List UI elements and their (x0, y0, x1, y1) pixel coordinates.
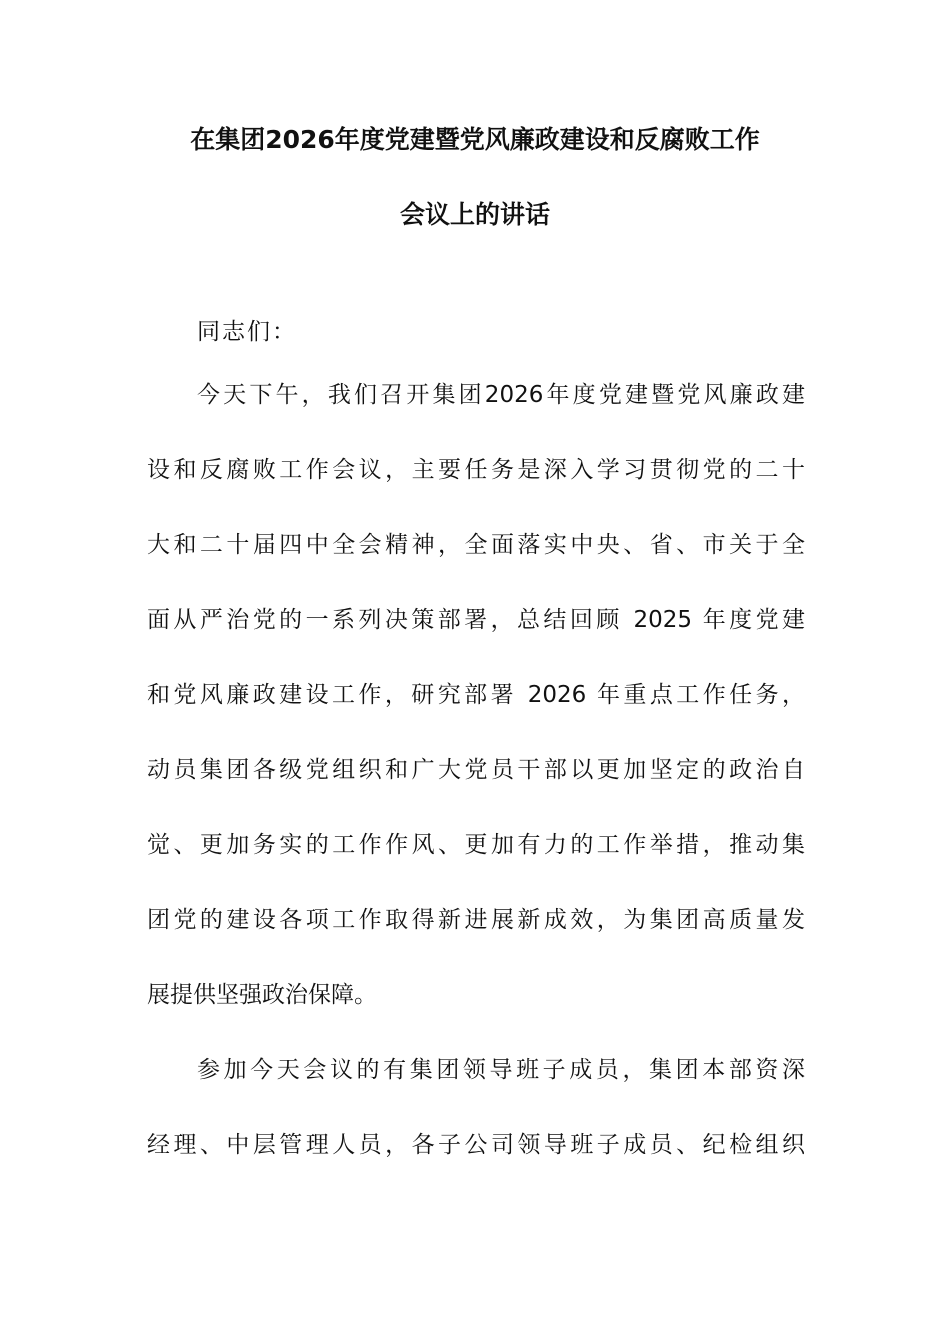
document-title-line-2: 会议上的讲话 (399, 200, 550, 229)
paragraph-line: 展提供坚强政治保障。 (147, 982, 377, 1008)
paragraph-line: 设和反腐败工作会议，主要任务是深入学习贯彻党的二十 (147, 457, 805, 483)
paragraph-line: 动员集团各级党组织和广大党员干部以更加坚定的政治自 (147, 757, 805, 783)
paragraph-line: 和党风廉政建设工作，研究部署 2026 年重点工作任务， (147, 682, 805, 708)
paragraph-line: 今天下午，我们召开集团2026年度党建暨党风廉政建 (197, 382, 805, 408)
paragraph-line: 觉、更加务实的工作作风、更加有力的工作举措，推动集 (147, 832, 805, 858)
salutation: 同志们： (197, 319, 297, 345)
paragraph-line: 大和二十届四中全会精神，全面落实中央、省、市关于全 (147, 532, 805, 558)
paragraph-line: 面从严治党的一系列决策部署，总结回顾 2025 年度党建 (147, 607, 805, 633)
paragraph-line: 参加今天会议的有集团领导班子成员，集团本部资深 (197, 1057, 805, 1083)
paragraph-line: 经理、中层管理人员，各子公司领导班子成员、纪检组织 (147, 1132, 805, 1158)
paragraph-line: 团党的建设各项工作取得新进展新成效，为集团高质量发 (147, 907, 805, 933)
document-title-line-1: 在集团2026年度党建暨党风廉政建设和反腐败工作 (190, 125, 760, 154)
